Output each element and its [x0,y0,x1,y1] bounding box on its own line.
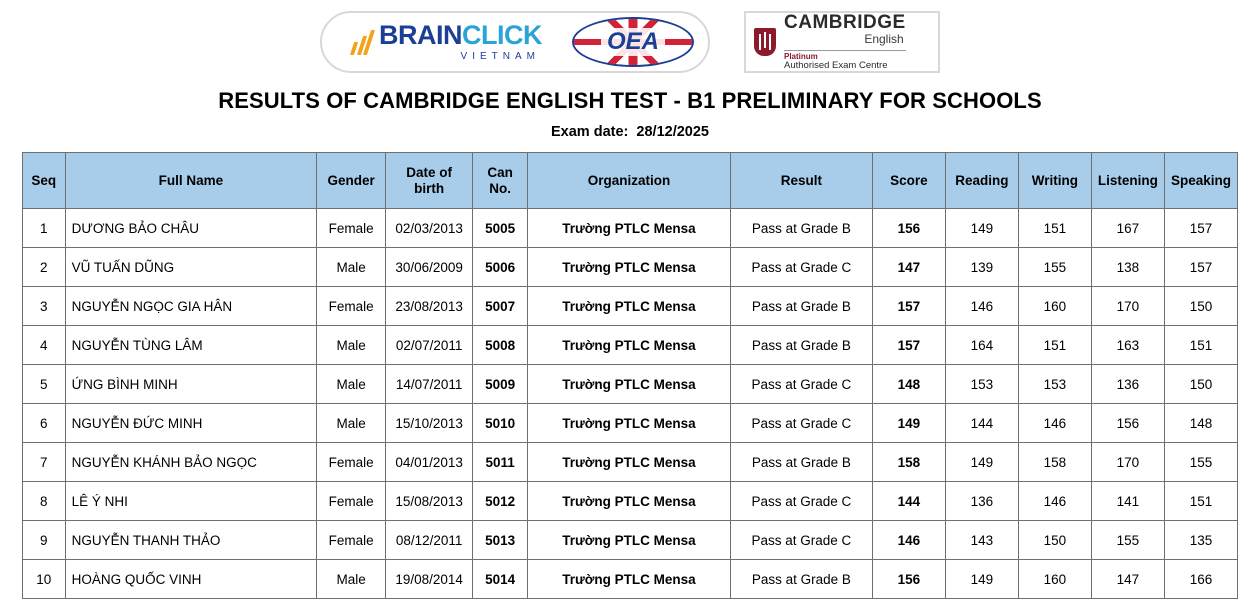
cell-listening: 170 [1091,443,1164,482]
cambridge-name: CAMBRIDGE [784,12,906,34]
cell-reading: 146 [945,287,1018,326]
cell-listening: 136 [1091,365,1164,404]
cell-speaking: 155 [1164,443,1237,482]
cambridge-wordmark [784,13,906,71]
cell-dob: 30/06/2009 [386,248,473,287]
cell-seq: 8 [23,482,66,521]
cell-gender: Male [317,404,386,443]
cell-seq: 4 [23,326,66,365]
cell-org: Trường PTLC Mensa [528,209,731,248]
column-header-listening: Listening [1091,153,1164,209]
cell-org: Trường PTLC Mensa [528,326,731,365]
column-header-seq: Seq [23,153,66,209]
cell-writing: 151 [1018,209,1091,248]
cell-can: 5005 [473,209,528,248]
cell-score: 157 [872,287,945,326]
cell-speaking: 166 [1164,560,1237,599]
cell-org: Trường PTLC Mensa [528,560,731,599]
cell-can: 5011 [473,443,528,482]
column-header-name: Full Name [65,153,317,209]
cell-can: 5010 [473,404,528,443]
table-header-row [23,153,1238,209]
oea-label: OEA [601,28,665,56]
cell-writing: 146 [1018,482,1091,521]
cell-speaking: 148 [1164,404,1237,443]
cell-result: Pass at Grade B [730,287,872,326]
table-row [23,521,1238,560]
cell-result: Pass at Grade B [730,326,872,365]
cell-org: Trường PTLC Mensa [528,248,731,287]
cell-dob: 14/07/2011 [386,365,473,404]
brainclick-brand-part1: BRAIN [379,20,462,50]
cell-speaking: 157 [1164,209,1237,248]
page-title: RESULTS OF CAMBRIDGE ENGLISH TEST - B1 PRELIMINARY FOR SCHOOLS [218,88,1042,113]
cell-can: 5008 [473,326,528,365]
brainclick-wordmark [379,22,542,62]
cell-writing: 150 [1018,521,1091,560]
cambridge-logo [744,11,940,73]
cell-seq: 6 [23,404,66,443]
cell-gender: Female [317,443,386,482]
logo-row [0,0,1260,72]
cell-gender: Female [317,482,386,521]
table-row [23,248,1238,287]
column-header-can: Can No. [473,153,528,209]
cell-listening: 147 [1091,560,1164,599]
cell-writing: 151 [1018,326,1091,365]
table-row [23,326,1238,365]
cell-score: 156 [872,209,945,248]
cell-reading: 149 [945,209,1018,248]
cell-dob: 15/10/2013 [386,404,473,443]
cell-gender: Female [317,287,386,326]
cell-reading: 164 [945,326,1018,365]
cell-listening: 138 [1091,248,1164,287]
cell-speaking: 157 [1164,248,1237,287]
cell-seq: 9 [23,521,66,560]
column-header-gender: Gender [317,153,386,209]
cell-result: Pass at Grade C [730,521,872,560]
cell-name: NGUYỄN KHÁNH BẢO NGỌC [65,443,317,482]
cell-score: 157 [872,326,945,365]
cambridge-shield-icon [754,28,776,56]
cell-org: Trường PTLC Mensa [528,482,731,521]
cell-gender: Male [317,560,386,599]
cell-dob: 23/08/2013 [386,287,473,326]
cell-result: Pass at Grade B [730,209,872,248]
column-header-writing: Writing [1018,153,1091,209]
cell-reading: 139 [945,248,1018,287]
column-header-org: Organization [528,153,731,209]
brainclick-country: VIETNAM [460,51,540,62]
cell-name: HOÀNG QUỐC VINH [65,560,317,599]
cell-reading: 149 [945,443,1018,482]
cell-can: 5006 [473,248,528,287]
cell-speaking: 151 [1164,326,1237,365]
column-header-result: Result [730,153,872,209]
cell-result: Pass at Grade C [730,248,872,287]
cell-org: Trường PTLC Mensa [528,521,731,560]
cell-seq: 2 [23,248,66,287]
cell-seq: 7 [23,443,66,482]
cell-gender: Male [317,248,386,287]
cell-dob: 02/03/2013 [386,209,473,248]
cell-org: Trường PTLC Mensa [528,443,731,482]
table-row [23,443,1238,482]
column-header-speaking: Speaking [1164,153,1237,209]
column-header-reading: Reading [945,153,1018,209]
cell-score: 148 [872,365,945,404]
cell-result: Pass at Grade C [730,365,872,404]
cell-name: NGUYỄN THANH THẢO [65,521,317,560]
cell-name: NGUYỄN TÙNG LÂM [65,326,317,365]
table-row [23,209,1238,248]
cell-result: Pass at Grade B [730,443,872,482]
cell-name: DƯƠNG BẢO CHÂU [65,209,317,248]
cell-score: 146 [872,521,945,560]
cell-name: NGUYỄN NGỌC GIA HÂN [65,287,317,326]
cell-reading: 136 [945,482,1018,521]
cell-can: 5009 [473,365,528,404]
results-table-body [23,209,1238,599]
cell-writing: 160 [1018,287,1091,326]
oea-badge-icon [572,17,694,67]
cell-score: 149 [872,404,945,443]
cell-can: 5012 [473,482,528,521]
cell-listening: 163 [1091,326,1164,365]
cell-gender: Female [317,521,386,560]
cambridge-authorised: Authorised Exam Centre [784,59,888,71]
cell-score: 156 [872,560,945,599]
cell-writing: 146 [1018,404,1091,443]
cell-reading: 153 [945,365,1018,404]
column-header-score: Score [872,153,945,209]
cambridge-platinum: Platinum [784,50,906,61]
cell-score: 144 [872,482,945,521]
column-header-dob: Date of birth [386,153,473,209]
table-row [23,482,1238,521]
cell-org: Trường PTLC Mensa [528,365,731,404]
brainclick-bars-icon [350,30,375,55]
cell-gender: Male [317,365,386,404]
cell-dob: 04/01/2013 [386,443,473,482]
cell-reading: 144 [945,404,1018,443]
cell-dob: 02/07/2011 [386,326,473,365]
results-table-header [23,153,1238,209]
cambridge-sub: English [864,32,904,46]
cell-name: ỨNG BÌNH MINH [65,365,317,404]
table-row [23,365,1238,404]
cell-listening: 156 [1091,404,1164,443]
cell-seq: 5 [23,365,66,404]
cell-reading: 143 [945,521,1018,560]
cell-reading: 149 [945,560,1018,599]
cell-org: Trường PTLC Mensa [528,404,731,443]
cell-listening: 155 [1091,521,1164,560]
cell-org: Trường PTLC Mensa [528,287,731,326]
cell-listening: 167 [1091,209,1164,248]
cell-seq: 1 [23,209,66,248]
cell-listening: 141 [1091,482,1164,521]
results-table [22,152,1238,599]
cell-can: 5014 [473,560,528,599]
cell-writing: 160 [1018,560,1091,599]
cell-can: 5007 [473,287,528,326]
cell-listening: 170 [1091,287,1164,326]
cell-name: NGUYỄN ĐỨC MINH [65,404,317,443]
cell-seq: 10 [23,560,66,599]
cell-score: 158 [872,443,945,482]
cell-dob: 19/08/2014 [386,560,473,599]
cell-dob: 15/08/2013 [386,482,473,521]
cell-seq: 3 [23,287,66,326]
exam-date-label: Exam date: [551,124,629,140]
cell-writing: 153 [1018,365,1091,404]
brainclick-logo [320,11,710,73]
cell-writing: 158 [1018,443,1091,482]
table-row [23,560,1238,599]
cell-dob: 08/12/2011 [386,521,473,560]
cell-result: Pass at Grade C [730,482,872,521]
exam-date [0,124,1260,140]
results-table-wrapper [22,152,1238,599]
cell-speaking: 151 [1164,482,1237,521]
cell-name: VŨ TUẤN DŨNG [65,248,317,287]
table-row [23,404,1238,443]
brainclick-brand-part2: CLICK [462,20,542,50]
cell-speaking: 150 [1164,365,1237,404]
cell-can: 5013 [473,521,528,560]
cell-gender: Female [317,209,386,248]
cell-speaking: 135 [1164,521,1237,560]
cell-result: Pass at Grade B [730,560,872,599]
cell-name: LÊ Ý NHI [65,482,317,521]
cell-result: Pass at Grade C [730,404,872,443]
exam-date-value: 28/12/2025 [636,124,709,140]
cell-speaking: 150 [1164,287,1237,326]
cell-gender: Male [317,326,386,365]
cell-score: 147 [872,248,945,287]
cell-writing: 155 [1018,248,1091,287]
table-row [23,287,1238,326]
